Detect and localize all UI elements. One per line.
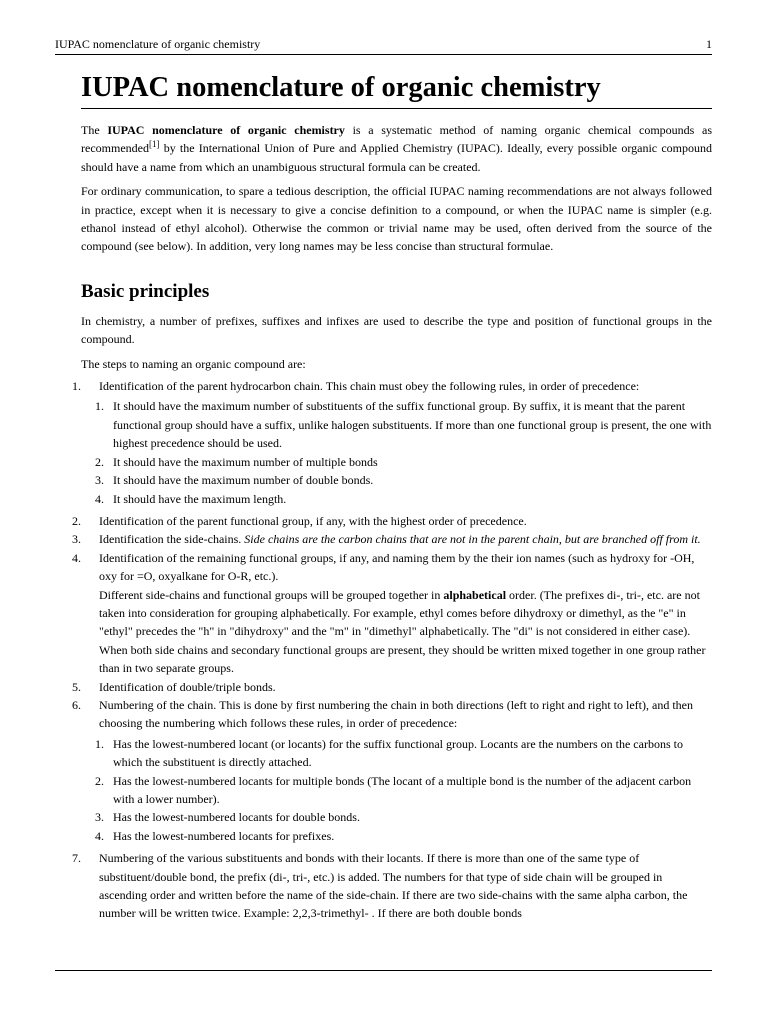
list-number: 3. [95, 473, 104, 488]
list-item-text: Identification the side-chains. [99, 532, 245, 547]
list-number: 2. [72, 513, 81, 528]
list-item-italic-text: Side chains are the carbon chains that are not in the parent chain, but are branched off from it. [244, 532, 701, 547]
list-item [72, 849, 712, 923]
list-item [95, 808, 712, 826]
list-item-text: It should have the maximum number of substituents of the suffix functional group. By suffix, it is meant that the parent functional group should have a suffix, unlike halogen substituents. If more than one functional group is present, the one with highest precedence should be used. [113, 399, 712, 451]
list-number: 4. [72, 550, 81, 565]
list-item-text: Has the lowest-numbered locants for prefixes. [113, 828, 335, 843]
intro-bold-term: IUPAC nomenclature of organic chemistry [107, 123, 345, 137]
reference-link[interactable]: [1] [148, 139, 160, 150]
list-number: 3. [95, 810, 104, 825]
list-item [95, 490, 712, 508]
list-number: 1. [95, 736, 104, 751]
list-item-text: It should have the maximum number of multiple bonds [113, 454, 378, 469]
page-number: 1 [706, 37, 712, 51]
basic-paragraph-2: The steps to naming an organic compound are: [81, 356, 306, 371]
list-number: 2. [95, 773, 104, 788]
list-item-text: Different side-chains and functional groups will be grouped together in [99, 587, 444, 602]
list-item [72, 512, 712, 530]
footer-rule [55, 970, 712, 971]
section-heading-basic-principles: Basic principles [81, 280, 210, 302]
list-number: 3. [72, 532, 81, 547]
intro-paragraph-2: For ordinary communication, to spare a tedious description, the official IUPAC naming recommendations are not always followed in practice, except when it is necessary to give a concise definition to a compound, or when the IUPAC name is simpler (e.g. ethanol instead of ethyl alcohol). Otherwise the common or trivial name may be used, often derived from the source of the compound (see below). In addition, very long names may be less concise than structural formulae. [81, 184, 712, 254]
list-number: 2. [95, 454, 104, 469]
list-number: 1. [72, 379, 81, 394]
sub-list [95, 397, 712, 507]
intro-text: by the International Union of Pure and Applied Chemistry (IUPAC). Ideally, every possible organic compound should have a name from which an unambiguous structural formula can be created. [81, 141, 712, 174]
list-item-text: Identification of the parent functional group, if any, with the highest order of precedence. [99, 513, 527, 528]
list-number: 6. [72, 697, 81, 712]
list-item-text: Identification of the remaining functional groups, if any, and naming them by the their ion names (such as hydroxy for -OH, oxy for =O, oxyalkane for O-R, etc.). [99, 550, 695, 584]
article-title: IUPAC nomenclature of organic chemistry [81, 70, 712, 109]
list-item [72, 678, 712, 696]
list-item [95, 453, 712, 471]
list-number: 5. [72, 679, 81, 694]
list-item-text: Has the lowest-numbered locants for double bonds. [113, 810, 360, 825]
list-item-text: Has the lowest-numbered locant (or locants) for the suffix functional group. Locants are the numbers on the carbons to which the substituent is directly attached. [113, 736, 683, 770]
list-item [72, 530, 712, 548]
list-number: 4. [95, 828, 104, 843]
basic-paragraph-1: In chemistry, a number of prefixes, suffixes and infixes are used to describe the type and position of functional groups in the compound. [81, 313, 712, 347]
list-item [72, 377, 712, 508]
sub-list [95, 735, 712, 845]
list-item-text: It should have the maximum number of double bonds. [113, 473, 374, 488]
list-item-text: Has the lowest-numbered locants for multiple bonds (The locant of a multiple bond is the number of the adjacent carbon with a lower number). [113, 773, 692, 806]
list-number: 7. [72, 851, 81, 866]
list-item-text: Identification of double/triple bonds. [99, 679, 276, 694]
list-number: 4. [95, 491, 104, 506]
naming-steps-list [72, 377, 712, 923]
list-item [95, 735, 712, 772]
list-item [72, 696, 712, 845]
list-item [72, 549, 712, 678]
list-item-bold-text: alphabetical [443, 587, 507, 602]
list-item [95, 772, 712, 809]
running-title: IUPAC nomenclature of organic chemistry [55, 37, 261, 51]
list-item [95, 827, 712, 845]
intro-paragraph-1 [81, 121, 712, 176]
article-body [72, 70, 712, 923]
list-number: 1. [95, 399, 104, 414]
list-item-text: Identification of the parent hydrocarbon chain. This chain must obey the following rules, in order of precedence: [99, 379, 640, 394]
intro-text: is a systematic method of naming organic chemical compounds as recommended [81, 123, 712, 156]
list-item-text: It should have the maximum length. [113, 491, 287, 506]
list-item [95, 397, 712, 452]
list-item-text: order. (The prefixes di-, tri-, etc. are not taken into consideration for grouping alphabetically. For example, ethyl comes before dihydroxy or dimethyl, as the "e" in "ethyl" precedes the "h" in "dihydroxy" and the "m" in "dimethyl" alphabetically. The "di" is not considered in either case). When both side chains and secondary functional groups are present, they should be written mixed together in one group rather than in two separate groups. [99, 587, 706, 676]
running-header [55, 36, 712, 55]
list-item [95, 471, 712, 489]
list-item-text: Numbering of the various substituents and bonds with their locants. If there is more than one of the same type of substituent/double bond, the prefix (di-, tri-, etc.) is added. The numbers for that type of side chain will be grouped in ascending order and written before the name of the side-chain. If there are two side-chains with the same alpha carbon, the number will be written twice. Example: 2,2,3-trimethyl- . If there are both double bonds [99, 851, 688, 921]
list-item-text: Numbering of the chain. This is done by first numbering the chain in both directions (left to right and right to left), and then choosing the numbering which follows these rules, in order of precedence: [99, 697, 693, 731]
intro-text: The [81, 123, 108, 137]
